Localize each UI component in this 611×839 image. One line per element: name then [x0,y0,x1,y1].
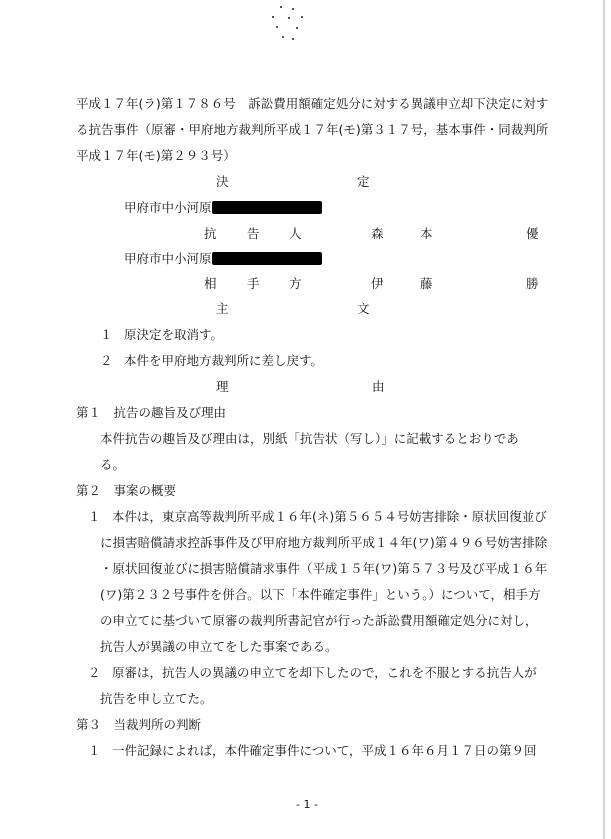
section-3-para-1-number: １ [88,743,101,758]
respondent-name-2: 藤 [420,276,433,291]
appellant-address [124,201,322,215]
main-item-1-text: 原決定を取消す。 [124,327,224,342]
reason-heading-char-1: 理 [216,379,229,394]
binding-hole-marks [268,4,308,44]
respondent-role-1: 相 [204,276,217,291]
section-2-para-2-number: ２ [88,665,101,680]
section-2-para-1-line-1: 本件は，東京高等裁判所平成１６年(ネ)第５６５４号妨害排除・原状回復並び [112,509,547,524]
section-2-para-1-line-2: に損害賠償請求控訴事件及び甲府地方裁判所平成１４年(ワ)第４９６号妨害排除 [100,535,548,550]
section-3-para-1-line-1: 一件記録によれば，本件確定事件について，平成１６年６月１７日の第９回 [112,743,537,758]
document-title-char-2: 定 [357,174,370,189]
respondent-role-2: 手 [247,276,260,291]
section-2-para-1-line-6: 抗告人が異議の申立てをした事案である。 [100,639,338,654]
reason-heading-char-2: 由 [372,379,385,394]
main-item-2-number: ２ [100,353,113,368]
appellant-address-text: 甲府市中小河原 [124,200,212,215]
case-header-line-1: 平成１７年(ラ)第１７８６号 訴訟費用額確定処分に対する異議申立却下決定に対す [76,96,549,111]
section-2-para-2-line-2: 抗告を申し立てた。 [100,691,213,706]
appellant-name-3: 優 [526,226,539,241]
redaction-bar [212,201,322,214]
main-heading-char-2: 文 [357,301,370,316]
respondent-address-text: 甲府市中小河原 [124,251,212,266]
appellant-name-2: 本 [420,226,433,241]
respondent-role-3: 方 [289,276,302,291]
respondent-name-3: 勝 [526,276,539,291]
respondent-name-1: 伊 [371,276,384,291]
page-edge-line [603,0,605,839]
case-header-line-2: る抗告事件（原審・甲府地方裁判所平成１７年(モ)第３１７号，基本事件・同裁判所 [76,122,549,137]
section-2-para-1-line-5: の申立てに基づいて原審の裁判所書記官が行った訴訟費用額確定処分に対し， [100,613,538,628]
section-2-para-1-line-3: ・原状回復並びに損害賠償請求事件（平成１５年(ワ)第５７３号及び平成１６年 [100,561,548,576]
redaction-bar [212,252,322,265]
respondent-address [124,252,322,266]
appellant-role-2: 告 [247,226,260,241]
section-1-body-line-1: 本件抗告の趣旨及び理由は，別紙「抗告状（写し）」に記載するとおりであ [100,431,519,446]
page-number: - 1 - [296,798,318,811]
main-item-2-text: 本件を甲府地方裁判所に差し戻す。 [124,353,324,368]
appellant-role-1: 抗 [204,226,217,241]
section-1-heading: 第１ 抗告の趣旨及び理由 [76,405,227,420]
section-3-heading: 第３ 当裁判所の判断 [76,717,202,732]
case-header-line-3: 平成１７年(モ)第２９３号） [76,148,236,163]
document-title-char-1: 決 [216,174,229,189]
section-2-para-1-number: １ [88,509,101,524]
main-heading-char-1: 主 [216,301,229,316]
appellant-role-3: 人 [289,226,302,241]
appellant-name-1: 森 [371,226,384,241]
main-item-1-number: １ [100,327,113,342]
section-2-para-1-line-4: (ワ)第２３２号事件を併合。以下「本件確定事件」という。）について，相手方 [100,587,541,602]
section-2-heading: 第２ 事案の概要 [76,483,177,498]
section-1-body-line-2: る。 [100,457,126,472]
section-2-para-2-line-1: 原審は，抗告人の異議の申立てを却下したので，これを不服とする抗告人が [112,665,537,680]
